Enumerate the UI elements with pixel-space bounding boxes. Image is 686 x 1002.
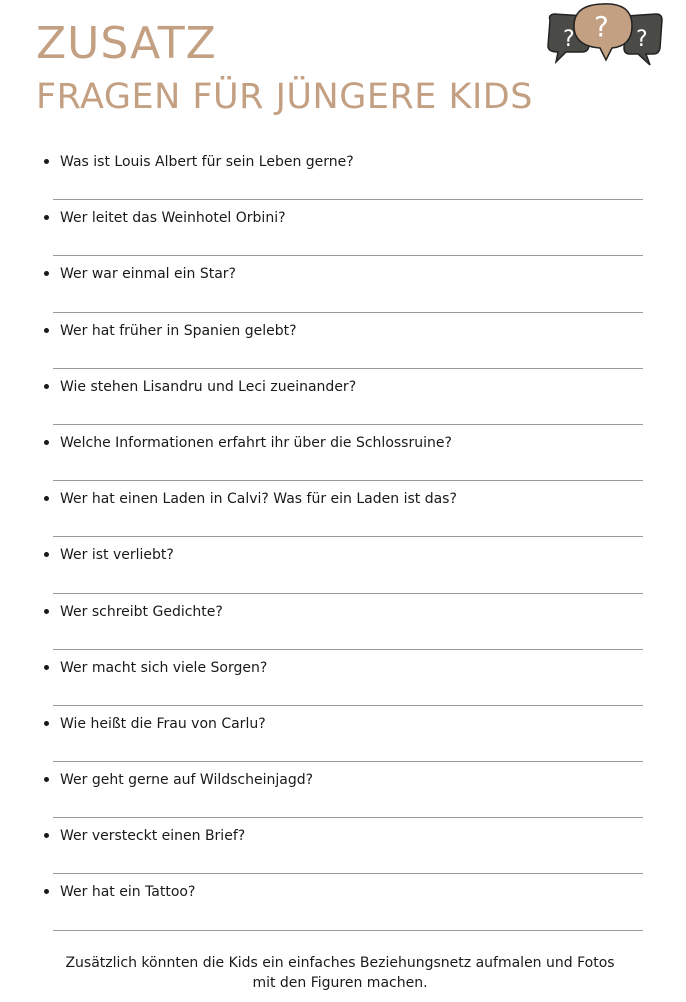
bullet-icon — [44, 665, 49, 670]
question-list — [0, 144, 686, 931]
list-item — [0, 144, 686, 200]
bullet-icon — [44, 384, 49, 389]
question-text: Wer ist verliebt? — [60, 547, 174, 564]
list-item — [0, 537, 686, 593]
bullet-icon — [44, 833, 49, 838]
list-item — [0, 369, 686, 425]
bullet-icon — [44, 215, 49, 220]
speech-bubbles-question-icon — [542, 2, 666, 68]
question-text: Wer war einmal ein Star? — [60, 266, 236, 283]
bullet-icon — [44, 609, 49, 614]
question-text: Was ist Louis Albert für sein Leben gerne? — [60, 154, 354, 170]
list-item — [0, 650, 686, 706]
page-title: ZUSATZ — [36, 18, 217, 69]
page-subtitle: FRAGEN FÜR JÜNGERE KIDS — [36, 77, 533, 117]
right-question-mark: ? — [636, 27, 648, 52]
list-item — [0, 425, 686, 481]
question-text: Wer hat früher in Spanien gelebt? — [60, 322, 297, 339]
bullet-icon — [44, 496, 49, 501]
question-text: Wer macht sich viele Sorgen? — [60, 659, 268, 676]
list-item — [0, 874, 686, 930]
question-text: Wer hat ein Tattoo? — [60, 884, 196, 901]
question-text: Wer schreibt Gedichte? — [60, 603, 223, 620]
list-item — [0, 706, 686, 762]
question-text: Wer leitet das Weinhotel Orbini? — [60, 210, 286, 227]
question-text: Wer versteckt einen Brief? — [60, 828, 246, 845]
list-item — [0, 313, 686, 369]
bullet-icon — [44, 777, 49, 782]
question-text: Wer hat einen Laden in Calvi? Was für ein Laden ist das? — [60, 491, 457, 508]
bullet-icon — [44, 889, 49, 894]
question-text: Wer geht gerne auf Wildscheinjagd? — [60, 772, 314, 789]
answer-line[interactable] — [53, 930, 643, 931]
center-question-mark: ? — [594, 10, 609, 43]
question-text: Welche Informationen erfahrt ihr über die Schlossruine? — [60, 434, 452, 451]
question-text: Wie stehen Lisandru und Leci zueinander? — [60, 378, 357, 395]
list-item — [0, 762, 686, 818]
list-item — [0, 594, 686, 650]
list-item — [0, 256, 686, 312]
footer-line-2: mit den Figuren machen. — [252, 975, 428, 991]
left-question-mark: ? — [563, 27, 575, 52]
bullet-icon — [44, 721, 49, 726]
bullet-icon — [44, 552, 49, 557]
list-item — [0, 481, 686, 537]
list-item — [0, 200, 686, 256]
footer-line-1: Zusätzlich könnten die Kids ein einfaches Beziehungsnetz aufmalen und Fotos — [65, 955, 615, 971]
bullet-icon — [44, 328, 49, 333]
bullet-icon — [44, 271, 49, 276]
list-item — [0, 818, 686, 874]
footer-note — [40, 953, 640, 993]
bullet-icon — [44, 440, 49, 445]
question-text: Wie heißt die Frau von Carlu? — [60, 715, 266, 732]
bullet-icon — [44, 159, 49, 164]
